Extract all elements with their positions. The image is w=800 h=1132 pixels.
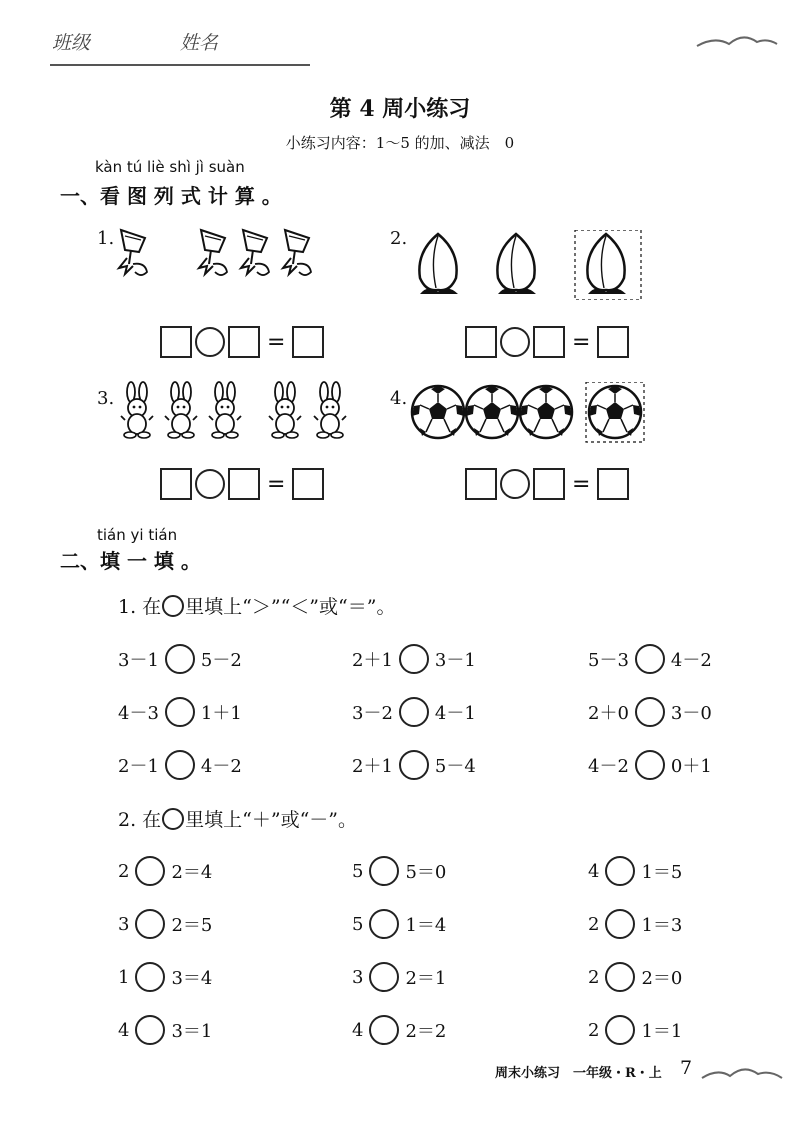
answer-circle[interactable] [135,909,165,939]
expression-left: 5 [352,913,364,935]
expression-left: 3－1 [118,650,159,671]
expression-left: 4 [118,1019,130,1041]
answer-box[interactable] [160,326,192,358]
equation-blank: = [465,326,629,358]
problem-number: 1. [97,228,115,249]
answer-box[interactable] [292,468,324,500]
answer-box[interactable] [597,468,629,500]
answer-circle[interactable] [605,909,635,939]
answer-circle[interactable] [635,697,665,727]
expression-item [352,856,446,886]
class-label: 班级 [52,32,91,54]
answer-box[interactable] [465,326,497,358]
problem-number: 3. [97,388,115,409]
expression-item [118,856,212,886]
expression-right: 2＝2 [405,1021,447,1042]
header-line [50,64,310,66]
expression-left: 3－2 [352,703,393,724]
answer-circle[interactable] [500,327,530,357]
answer-circle[interactable] [369,909,399,939]
expression-left: 2 [588,913,600,935]
expression-right: 0＋1 [670,756,712,777]
expression-right: 4－2 [670,650,712,671]
problem-number: 4. [390,388,408,409]
expression-left: 5 [352,860,364,882]
expression-left: 2 [588,966,600,988]
expression-left: 4－3 [118,703,159,724]
circle-icon [162,808,184,830]
expression-item [352,962,446,992]
expression-item [588,856,682,886]
answer-circle[interactable] [605,1015,635,1045]
answer-box[interactable] [160,468,192,500]
decorative-cloud-icon [700,1060,785,1090]
expression-item [588,644,712,674]
expression-right: 1＋1 [200,703,242,724]
expression-left: 2 [118,860,130,882]
expression-right: 3－0 [670,703,712,724]
page-number: 7 [680,1057,693,1079]
expression-item [588,909,682,939]
answer-circle[interactable] [399,697,429,727]
expression-right: 2＝1 [405,968,447,989]
answer-circle[interactable] [635,644,665,674]
expression-item [352,750,476,780]
trumpet-flower-icon [115,222,315,284]
answer-circle[interactable] [605,962,635,992]
expression-right: 3＝4 [171,968,213,989]
expression-right: 3＝1 [171,1021,213,1042]
expression-left: 2－1 [118,756,159,777]
expression-item [588,697,712,727]
answer-circle[interactable] [135,1015,165,1045]
answer-box[interactable] [228,468,260,500]
equation-blank: = [465,468,629,500]
expression-item [352,697,476,727]
expression-item [588,1015,682,1045]
rabbit-icon [115,380,355,442]
answer-circle[interactable] [369,962,399,992]
expression-right: 1＝5 [641,862,683,883]
expression-left: 2 [588,1019,600,1041]
question1-instruction: 1. 在 里填上“＞”“＜”或“＝”。 [118,596,396,618]
name-label: 姓名 [180,32,219,54]
expression-item [352,644,476,674]
soccer-ball-icon [408,382,648,444]
answer-circle[interactable] [195,327,225,357]
circle-icon [162,595,184,617]
expression-item [118,750,242,780]
expression-right: 5＝0 [405,862,447,883]
answer-circle[interactable] [399,644,429,674]
expression-right: 2＝0 [641,968,683,989]
expression-item [118,697,242,727]
expression-right: 1＝3 [641,915,683,936]
peach-icon [412,230,652,300]
answer-circle[interactable] [369,856,399,886]
answer-circle[interactable] [165,750,195,780]
expression-right: 4－2 [200,756,242,777]
page-title: 第 4 周小练习 [329,96,471,122]
section2-pinyin: tián yi tián [97,526,178,544]
answer-circle[interactable] [165,644,195,674]
answer-circle[interactable] [605,856,635,886]
expression-item [352,909,446,939]
expression-item [118,909,212,939]
expression-right: 4－1 [434,703,476,724]
equation-blank: = [160,326,324,358]
section2-title: 二、填 一 填 。 [60,549,201,573]
expression-left: 4 [352,1019,364,1041]
expression-left: 4－2 [588,756,629,777]
page-header [30,20,290,70]
expression-right: 1＝1 [641,1021,683,1042]
section1-pinyin: kàn tú liè shì jì suàn [95,158,245,176]
answer-circle[interactable] [500,469,530,499]
expression-left: 2＋0 [588,703,629,724]
expression-left: 5－3 [588,650,629,671]
expression-right: 5－4 [434,756,476,777]
expression-right: 2＝4 [171,862,213,883]
expression-left: 2＋1 [352,650,393,671]
expression-right: 1＝4 [405,915,447,936]
answer-circle[interactable] [399,750,429,780]
expression-right: 2＝5 [171,915,213,936]
answer-box[interactable] [533,468,565,500]
expression-left: 3 [352,966,364,988]
answer-circle[interactable] [369,1015,399,1045]
answer-circle[interactable] [135,962,165,992]
expression-item [352,1015,446,1045]
expression-item [118,962,212,992]
page-subtitle: 小练习内容：1～5 的加、减法 0 [285,134,515,152]
answer-box[interactable] [533,326,565,358]
problem-number: 2. [390,228,408,249]
expression-left: 2＋1 [352,756,393,777]
decorative-cloud-icon [695,30,780,55]
answer-box[interactable] [465,468,497,500]
answer-box[interactable] [292,326,324,358]
answer-circle[interactable] [635,750,665,780]
expression-right: 3－1 [434,650,476,671]
expression-item [588,750,712,780]
expression-left: 4 [588,860,600,882]
section1-title: 一、看 图 列 式 计 算 。 [60,184,282,208]
answer-circle[interactable] [165,697,195,727]
expression-item [588,962,682,992]
footer-text: 周末小练习 一年级・R・上 [495,1066,662,1081]
expression-item [118,1015,212,1045]
answer-circle[interactable] [195,469,225,499]
answer-circle[interactable] [135,856,165,886]
expression-item [118,644,242,674]
expression-left: 1 [118,966,130,988]
answer-box[interactable] [597,326,629,358]
answer-box[interactable] [228,326,260,358]
question2-instruction: 2. 在 里填上“＋”或“－”。 [118,809,358,831]
expression-right: 5－2 [200,650,242,671]
expression-left: 3 [118,913,130,935]
equation-blank: = [160,468,324,500]
